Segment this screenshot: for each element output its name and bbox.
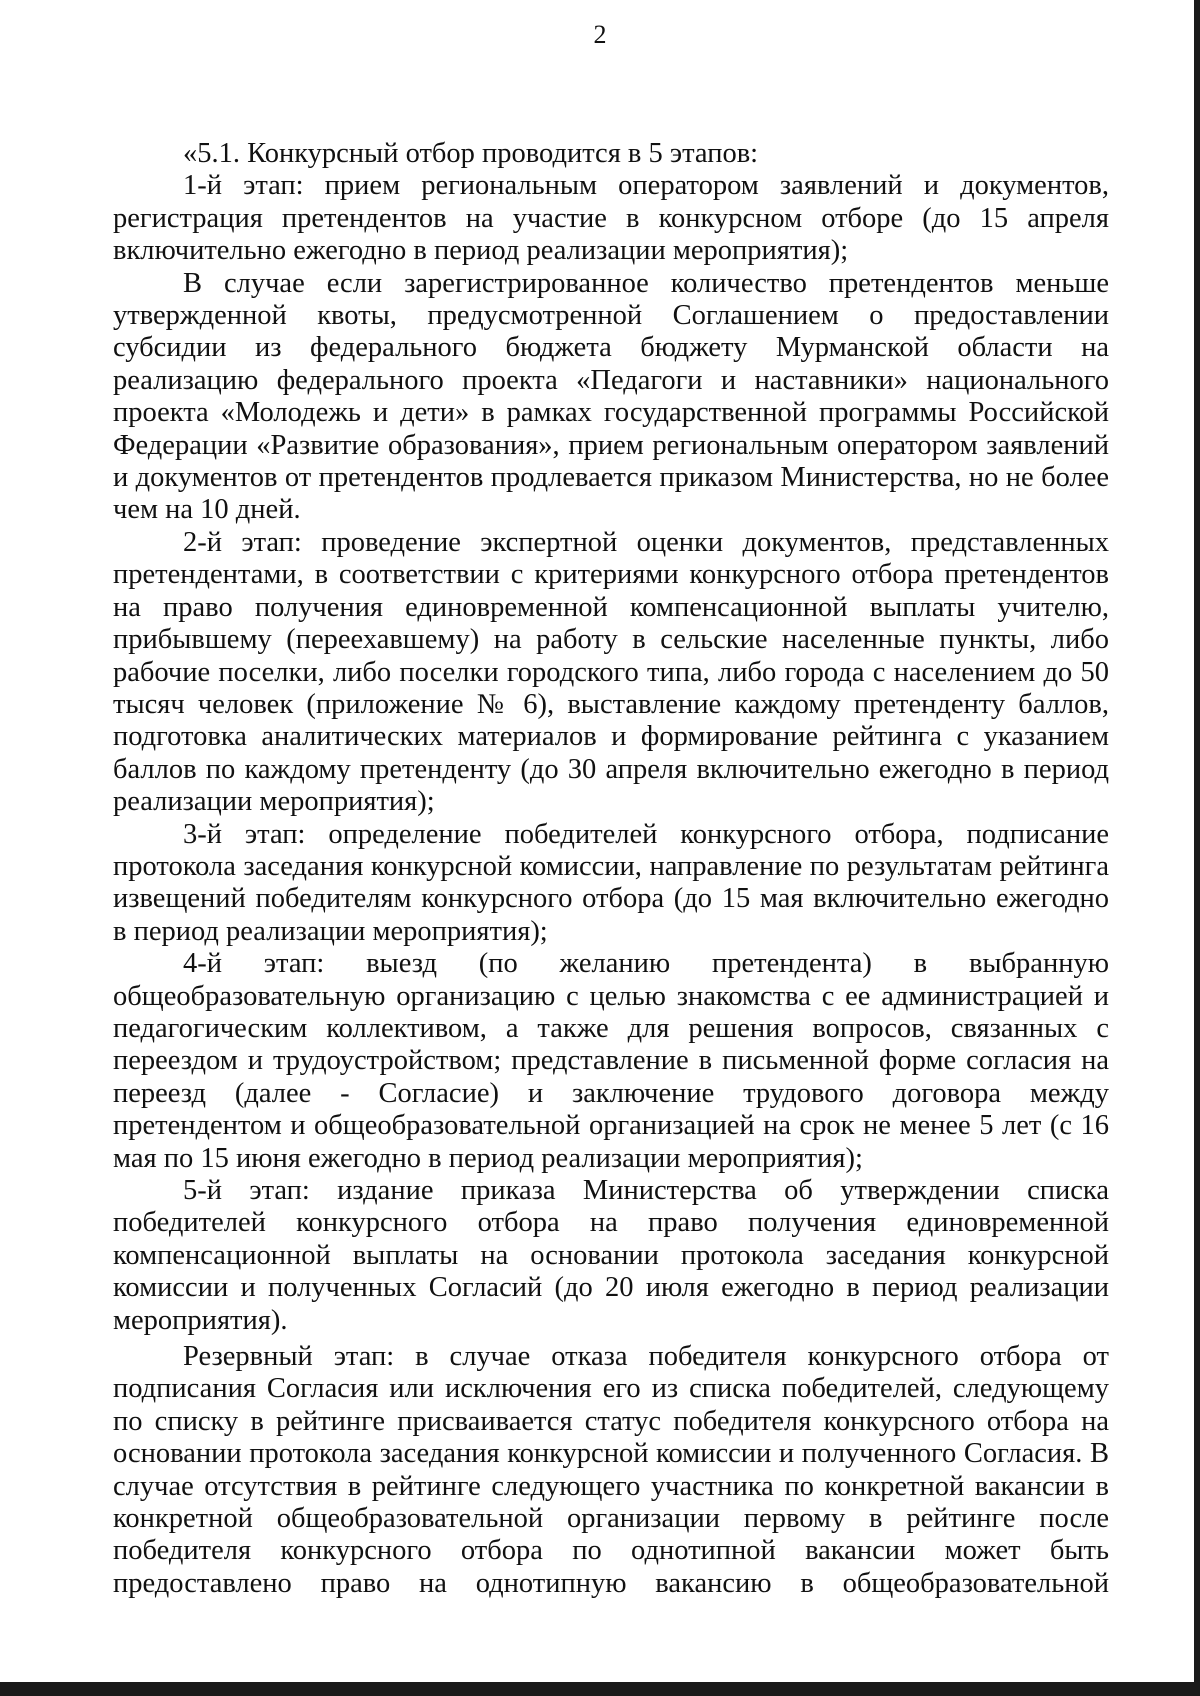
paragraph-stage-3: 3-й этап: определение победителей конкурсного отбора, подписание протокола заседания конкурсной комиссии, направление по результатам рейтинга извещений победителям конкурсного отбора (до 15 мая включительно ежегодно в период реализации мероприятия); [113,818,1109,947]
paragraph-stage-1: 1-й этап: прием региональным оператором заявлений и документов, регистрация претендентов на участие в конкурсном отборе (до 15 апреля включительно ежегодно в период реализации мероприятия); [113,170,1109,267]
paragraph-stage-2: 2-й этап: проведение экспертной оценки документов, представленных претендентами, в соответствии с критериями конкурсного отбора претендентов на право получения единовременной компенсационной выплаты учителю, прибывшему (переехавшему) на работу в сельские населенные пункты, либо рабочие поселки, либо поселки городского типа, либо города с населением до 50 тысяч человек (приложение № 6), выставление каждому претенденту баллов, подготовка аналитических материалов и формирование рейтинга с указанием баллов по каждому претенденту (до 30 апреля включительно ежегодно в период реализации мероприятия); [113,526,1109,818]
scan-edge-bottom [0,1682,1200,1696]
paragraph-extension: В случае если зарегистрированное количество претендентов меньше утвержденной квоты, предусмотренной Соглашением о предоставлении субсидии из федерального бюджета бюджету Мурманской области на реализацию федерального проекта «Педагоги и наставники» национального проекта «Молодежь и дети» в рамках государственной программы Российской Федерации «Развитие образования», прием региональным оператором заявлений и документов от претендентов продлевается приказом Министерства, но не более чем на 10 дней. [113,267,1109,526]
page-number: 2 [593,20,607,49]
paragraph-reserve-stage: Резервный этап: в случае отказа победителя конкурсного отбора от подписания Согласия или исключения его из списка победителей, следующему по списку в рейтинге присваивается статус победителя конкурсного отбора на основании протокола заседания конкурсной комиссии и полученного Согласия. В случае отсутствия в рейтинге следующего участника по конкретной вакансии в конкретной общеобразовательной организации первому в рейтинге после победителя конкурсного отбора по однотипной вакансии может быть предоставлено право на однотипную вакансию в общеобразовательной [113,1341,1109,1599]
paragraph-stage-4: 4-й этап: выезд (по желанию претендента) в выбранную общеобразовательную организацию с целью знакомства с ее администрацией и педагогическим коллективом, а также для решения вопросов, связанных с переездом и трудоустройством; представление в письменной форме согласия на переезд (далее - Согласие) и заключение трудового договора между претендентом и общеобразовательной организацией на срок не менее 5 лет (с 16 мая по 15 июня ежегодно в период реализации мероприятия); [113,948,1109,1174]
document-body [113,138,1109,1600]
paragraph-stage-5: 5-й этап: издание приказа Министерства об утверждении списка победителей конкурсного отбора на право получения единовременной компенсационной выплаты на основании протокола заседания конкурсной комиссии и полученных Согласий (до 20 июля ежегодно в период реализации мероприятия). [113,1175,1109,1336]
paragraph-intro: «5.1. Конкурсный отбор проводится в 5 этапов: [183,138,759,169]
scan-edge-right [1194,0,1200,1696]
